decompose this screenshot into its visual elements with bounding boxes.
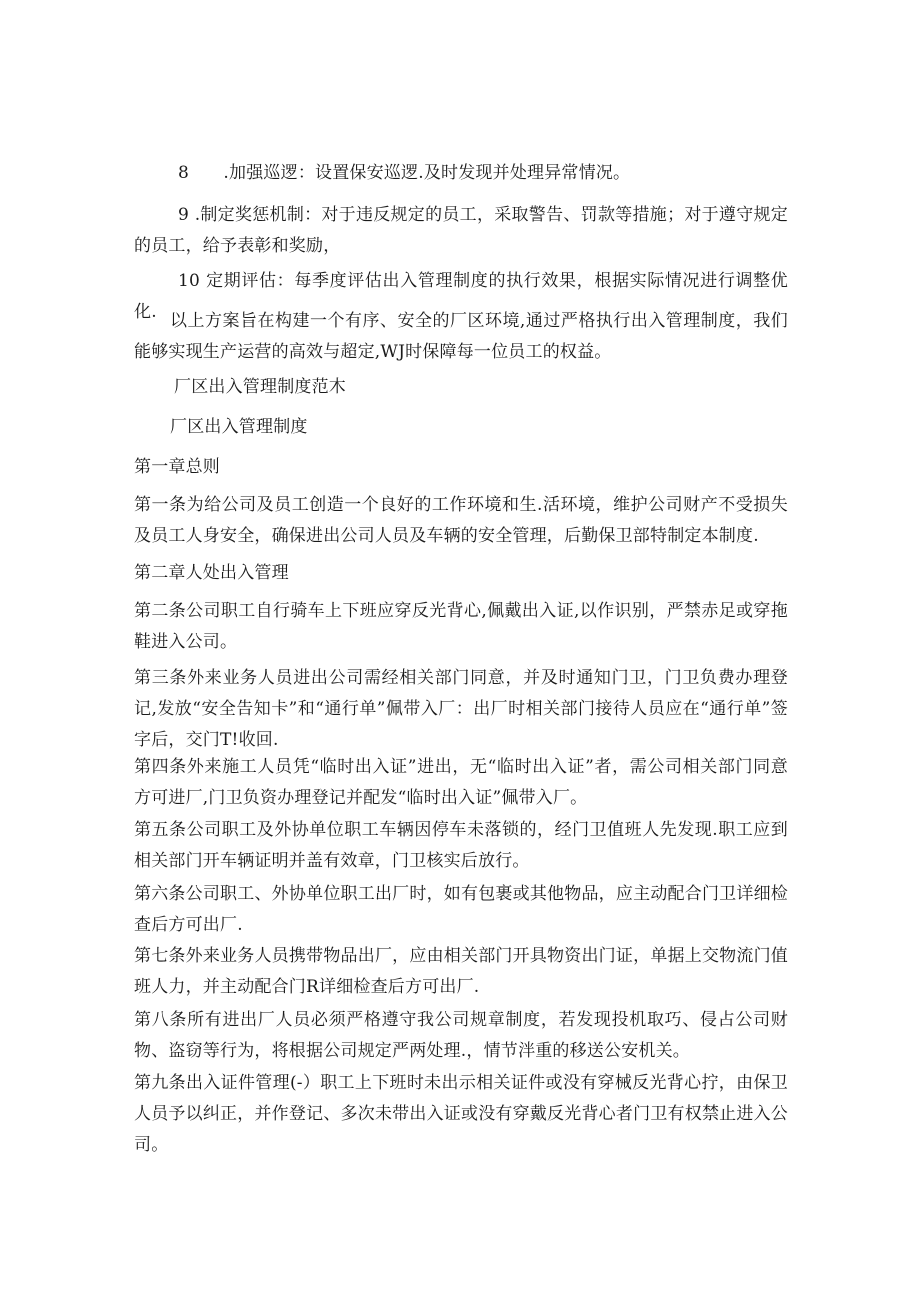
chapter-1-heading: 第一章总则 <box>134 457 220 477</box>
article-8: 第八条所有进出厂人员必须严格遵守我公司规章制度，若发现投机取巧、侵占公司财物、盗窃等行为，将根据公司规定严两处理.，情节泮重的移送公安机关。 <box>134 1010 788 1061</box>
article-7: 第七条外来业务人员携带物品出厂，应由相关部门开具物资出门证，单据上交物流门值班人力，并主动配合门R详细检查后方可出厂. <box>134 946 788 997</box>
article-9: 第九条出入证件管理(-）职工上下班时未出示相关证件或没有穿械反光背心拧，由保卫人员予以纠正，并作登记、多次未带出入证或没有穿戴反光背心者门卫有权禁止进入公司。 <box>134 1073 788 1155</box>
article-6: 第六条公司职工、外协单位职工出厂时，如有包裹或其他物品，应主动配合门卫详细检查后方可出厂. <box>134 884 788 935</box>
item-8-patrol: 8 .加强巡逻：设置保安巡逻.及时发现并处理异常情况。 <box>178 163 631 183</box>
section-title-sample: 厂区出入管理制度范木 <box>174 377 346 397</box>
article-4: 第四条外来施工人员凭“临时出入证”进出，无“临时出入证”者，需公司相关部门同意方可进厂,门卫负资办理登记并配发“临时出入证”佩带入厂。 <box>134 757 788 808</box>
chapter-2-heading: 第二章人处出入管理 <box>134 563 289 583</box>
item-10-evaluation: 10 定期评估：每季度评估出入管理制度的执行效果，根据实际情况进行调整优化. <box>134 271 788 322</box>
summary-paragraph: 以上方案旨在构建一个有序、安全的厂区环境,通过严格执行出入管理制度，我们能够实现生产运营的高效与超定,WJ时保障每一位员工的权益。 <box>134 311 788 362</box>
article-2: 第二条公司职工自行骑车上下班应穿反光背心,佩戴出入证,以作识别，严禁赤足或穿拖鞋进入公司。 <box>134 601 788 652</box>
item-9-rewards: 9 .制定奖惩机制：对于违反规定的员工，采取警告、罚款等措施；对于遵守规定的员工，给予表彰和奖励， <box>134 205 788 256</box>
article-5: 第五条公司职工及外协单位职工车辆因停车未落锁的，经门卫值班人先发现.职工应到相关部门开车辆证明并盖有效章，门卫核实后放行。 <box>134 820 788 871</box>
article-3: 第三条外来业务人员进出公司需经相关部门同意，并及时通知门卫，门卫负费办理登记,发放“安全告知卡”和“通行单”佩带入厂：出厂时相关部门接待人员应在“通行单”签字后，交门T!收回. <box>134 668 788 750</box>
article-1: 第一条为给公司及员工创造一个良好的工作环境和生.活环境，维护公司财产不受损失及员工人身安全，确保进出公司人员及车辆的安全管理，后勤保卫部特制定本制度. <box>134 495 788 546</box>
document-title: 厂区出入管理制度 <box>170 417 308 437</box>
